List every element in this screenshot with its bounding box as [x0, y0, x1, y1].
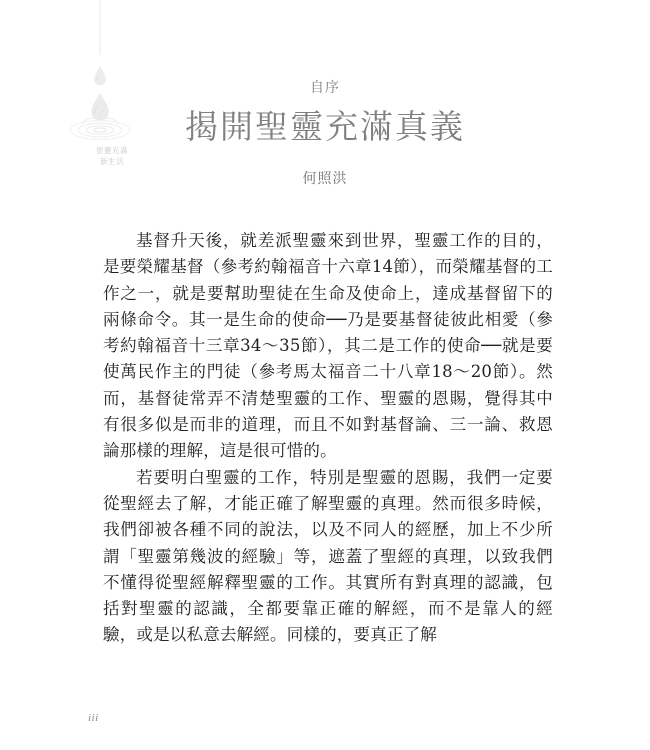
logo-caption-line-1: 聖靈充滿 — [96, 146, 128, 155]
body-text — [103, 228, 553, 649]
page-title: 揭開聖靈充滿真義 — [185, 107, 465, 146]
section-kicker: 自序 — [310, 80, 340, 96]
page-number: iii — [88, 712, 99, 724]
heading-block — [0, 78, 650, 189]
logo-caption-line-2: 新生活 — [100, 157, 124, 166]
paragraph: 基督升天後，就差派聖靈來到世界，聖靈工作的目的，是要榮耀基督（參考約翰福音十六章14節），而榮耀基督的工作之一，就是要幫助聖徒在生命及使命上，達成基督留下的兩條命令。其一是生命的使命──乃是要基督徒彼此相愛（參考約翰福音十三章34～35節），其二是工作的使命──就是要使萬民作主的門徒（參考馬太福音二十八章18～20節）。然而，基督徒常弄不清楚聖靈的工作、聖靈的恩賜，覺得其中有很多似是而非的道理，而且不如對基督論、三一論、救恩論那樣的理解，這是很可惜的。 — [103, 231, 553, 461]
author-byline: 何照洪 — [302, 171, 348, 188]
paragraph: 若要明白聖靈的工作，特別是聖靈的恩賜，我們一定要從聖經去了解，才能正確了解聖靈的真理。然而很多時候，我們卻被各種不同的說法，以及不同人的經歷，加上不少所謂「聖靈第幾波的經驗」等，遮蓋了聖經的真理，以致我們不懂得從聖經解釋聖靈的工作。其實所有對真理的認識，包括對聖靈的認識，全都要靠正確的解經，而不是靠人的經驗，或是以私意去解經。同樣的，要真正了解 — [103, 467, 553, 645]
